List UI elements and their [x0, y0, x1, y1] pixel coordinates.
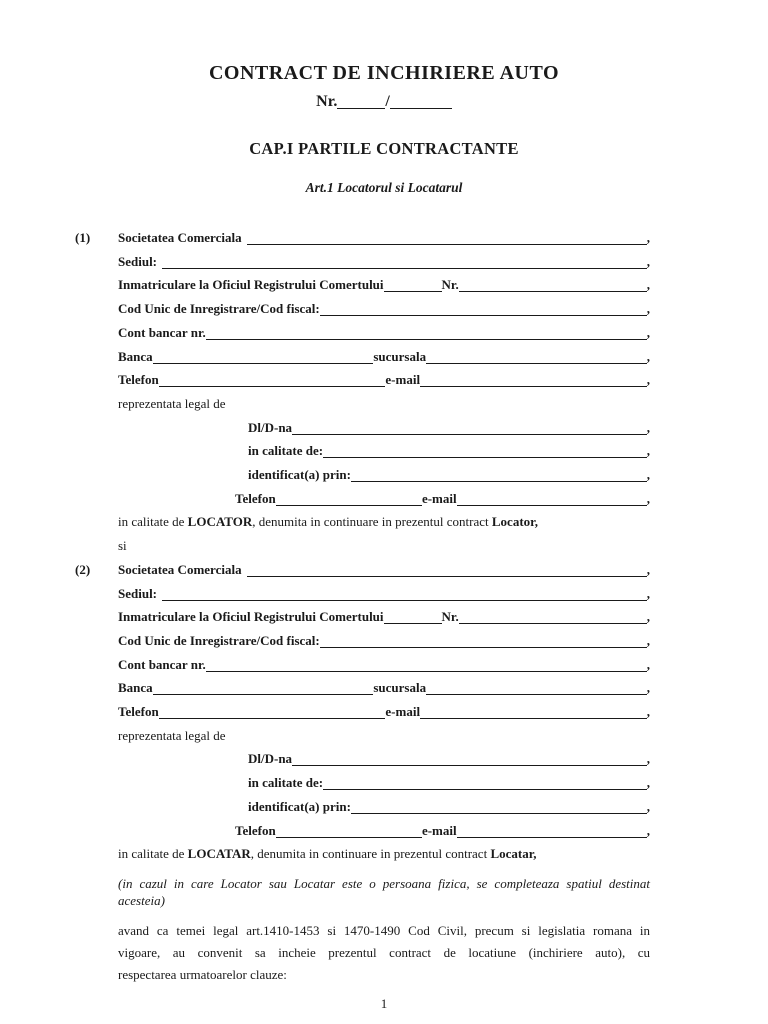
- comma: ,: [646, 277, 650, 293]
- field-label: Dl/D-na: [248, 419, 293, 435]
- comma: ,: [646, 467, 650, 483]
- blank-number-2: [390, 108, 452, 109]
- comma: ,: [646, 680, 650, 696]
- blank-field-sediul: [162, 268, 647, 269]
- field-label: Cod Unic de Inregistrare/Cod fiscal:: [118, 632, 320, 648]
- comma: ,: [646, 490, 650, 506]
- blank-field-inmatriculare: [384, 291, 442, 292]
- reprezentata-line: reprezentata legal de: [118, 395, 226, 411]
- field-row-sediul: [118, 582, 650, 606]
- contract-number-line: [0, 91, 768, 113]
- field-label: Cont bancar nr.: [118, 656, 206, 672]
- field-row-identificat: [248, 795, 650, 819]
- field-row-cont-bancar: [118, 653, 650, 677]
- field-row-dl-dna: [248, 747, 650, 771]
- comma: ,: [646, 301, 650, 317]
- blank-field-cod-fiscal: [320, 647, 647, 648]
- field-row-banca: [118, 676, 650, 700]
- comma: ,: [646, 751, 650, 767]
- closing-alias: Locator,: [491, 514, 538, 530]
- blank-field-email-2: [457, 837, 647, 838]
- field-label: Cont bancar nr.: [118, 324, 206, 340]
- document-body: [75, 226, 651, 986]
- blank-field-telefon: [159, 718, 386, 719]
- comma: ,: [646, 348, 650, 364]
- field-row-societatea: [118, 226, 650, 250]
- persoana-fizica-note: [118, 875, 650, 910]
- blank-field-email: [420, 718, 647, 719]
- field-row-in-calitate: [248, 439, 650, 463]
- comma: ,: [646, 798, 650, 814]
- blank-field-societatea: [247, 244, 647, 245]
- comma: ,: [646, 822, 650, 838]
- comma: ,: [646, 775, 650, 791]
- field-row-telefon-2: [235, 487, 650, 511]
- field-label: Telefon: [118, 704, 159, 720]
- legal-basis-paragraph: [118, 920, 650, 986]
- blank-number-1: [337, 108, 385, 109]
- blank-field-nr: [459, 291, 647, 292]
- comma: ,: [646, 561, 650, 577]
- field-row-sediul: [118, 250, 650, 274]
- field-label-email: e-mail: [421, 490, 457, 506]
- comma: ,: [646, 324, 650, 340]
- field-label-email: e-mail: [385, 372, 421, 388]
- comma: ,: [646, 656, 650, 672]
- comma: ,: [646, 585, 650, 601]
- closing-role: LOCATAR: [187, 846, 251, 862]
- blank-field-sucursala: [426, 694, 647, 695]
- blank-field-cont-bancar: [206, 339, 647, 340]
- field-row-cod-fiscal: [118, 629, 650, 653]
- closing-lead: in calitate de: [118, 514, 188, 530]
- field-label: Societatea Comerciala: [118, 230, 242, 245]
- field-label-sucursala: sucursala: [373, 680, 427, 696]
- field-row-inmatriculare: [118, 605, 650, 629]
- party-number: (1): [75, 230, 91, 245]
- closing-line-locator: [118, 510, 650, 534]
- blank-field-telefon: [159, 386, 386, 387]
- blank-field-societatea: [247, 576, 647, 577]
- closing-alias: Locatar,: [490, 846, 537, 862]
- field-label-email: e-mail: [385, 704, 421, 720]
- field-label: Banca: [118, 680, 153, 696]
- field-label: Telefon: [118, 372, 159, 388]
- legal-line: avand ca temei legal art.1410-1453 si 1470-1490 Cod Civil, precum si legislatia romana in: [118, 922, 650, 938]
- field-row-telefon: [118, 368, 650, 392]
- closing-lead: in calitate de: [118, 846, 188, 862]
- comma: ,: [646, 419, 650, 435]
- field-row-cont-bancar: [118, 321, 650, 345]
- field-label: Cod Unic de Inregistrare/Cod fiscal:: [118, 301, 320, 317]
- comma: ,: [646, 609, 650, 625]
- blank-field-cod-fiscal: [320, 315, 647, 316]
- field-row-telefon-2: [235, 819, 650, 843]
- field-label: Telefon: [235, 822, 276, 838]
- blank-field-email: [420, 386, 647, 387]
- comma: ,: [646, 632, 650, 648]
- chapter-heading: CAP.I PARTILE CONTRACTANTE: [249, 139, 519, 158]
- field-label: Telefon: [235, 490, 276, 506]
- field-label: Sediul:: [118, 253, 158, 269]
- blank-field-telefon-2: [276, 505, 422, 506]
- field-label: in calitate de:: [248, 443, 324, 459]
- closing-line-locatar: [118, 842, 650, 866]
- field-row-societatea: [118, 558, 650, 582]
- blank-field-telefon-2: [276, 837, 422, 838]
- closing-middle: , denumita in continuare in prezentul contract: [250, 846, 491, 862]
- field-label-nr: Nr.: [441, 609, 459, 625]
- comma: ,: [646, 704, 651, 720]
- field-label-email: e-mail: [421, 822, 457, 838]
- party-number: (2): [75, 561, 91, 577]
- field-label-nr: Nr.: [441, 277, 459, 293]
- field-row-in-calitate: [248, 771, 650, 795]
- field-label: identificat(a) prin:: [248, 798, 351, 814]
- party-1-section: [75, 226, 651, 534]
- article-heading: Art.1 Locatorul si Locatarul: [305, 180, 463, 195]
- number-separator: /: [385, 93, 390, 110]
- reprezentata-line: reprezentata legal de: [118, 727, 226, 743]
- field-row-cod-fiscal: [118, 297, 650, 321]
- field-label: identificat(a) prin:: [248, 467, 351, 483]
- field-row-telefon: [118, 700, 650, 724]
- blank-field-in-calitate: [323, 457, 647, 458]
- blank-field-sucursala: [426, 363, 647, 364]
- number-prefix: Nr.: [316, 93, 338, 110]
- closing-middle: , denumita in continuare in prezentul contract: [252, 514, 492, 530]
- field-label: Sediul:: [118, 585, 158, 601]
- field-label: Inmatriculare la Oficiul Registrului Comertului: [118, 277, 384, 293]
- legal-line: respectarea urmatoarelor clauze:: [118, 966, 287, 982]
- document-title: CONTRACT DE INCHIRIERE AUTO: [208, 62, 560, 84]
- blank-field-banca: [153, 694, 374, 695]
- blank-field-identificat: [351, 481, 647, 482]
- comma: ,: [646, 253, 650, 269]
- field-label: in calitate de:: [248, 775, 324, 791]
- comma: ,: [646, 372, 651, 388]
- blank-field-nr: [459, 623, 647, 624]
- comma: ,: [646, 230, 650, 245]
- blank-field-dl-dna: [292, 434, 647, 435]
- party-2-section: [75, 558, 651, 866]
- field-label: Banca: [118, 348, 153, 364]
- blank-field-banca: [153, 363, 374, 364]
- field-label: Dl/D-na: [248, 751, 293, 767]
- conjunction-line: si: [118, 538, 127, 554]
- field-row-banca: [118, 345, 650, 369]
- page-number: 1: [380, 996, 388, 1011]
- field-label: Inmatriculare la Oficiul Registrului Comertului: [118, 609, 384, 625]
- closing-role: LOCATOR: [187, 514, 253, 530]
- blank-field-cont-bancar: [206, 671, 647, 672]
- field-row-dl-dna: [248, 416, 650, 440]
- legal-line: vigoare, au convenit sa incheie prezentul contract de locatiune (inchiriere auto), cu: [118, 944, 650, 960]
- blank-field-dl-dna: [292, 765, 647, 766]
- comma: ,: [646, 443, 650, 459]
- field-row-identificat: [248, 463, 650, 487]
- blank-field-identificat: [351, 813, 647, 814]
- blank-field-sediul: [162, 600, 647, 601]
- note-line: acesteia): [118, 893, 165, 909]
- blank-field-inmatriculare: [384, 623, 442, 624]
- blank-field-in-calitate: [323, 789, 647, 790]
- blank-field-email-2: [457, 505, 647, 506]
- note-line: (in cazul in care Locator sau Locatar este o persoana fizica, se completeaza spatiul destinat: [118, 875, 650, 891]
- field-label: Societatea Comerciala: [118, 561, 242, 577]
- field-label-sucursala: sucursala: [373, 348, 427, 364]
- field-row-inmatriculare: [118, 273, 650, 297]
